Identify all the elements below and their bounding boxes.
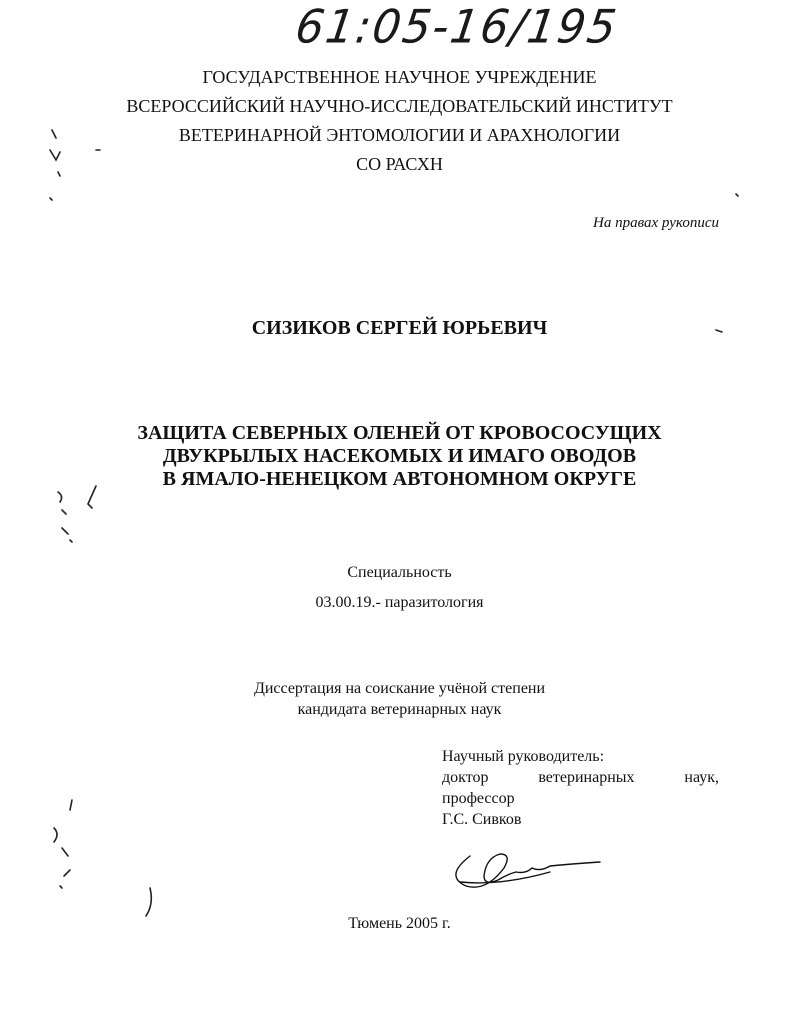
author-name: СИЗИКОВ СЕРГЕЙ ЮРЬЕВИЧ <box>251 317 548 339</box>
dissertation-title <box>0 422 799 491</box>
supervisor-rank: профессор <box>442 790 515 807</box>
handwritten-archive-code: 61:05-16/195 <box>292 0 622 55</box>
institution-line: ВСЕРОССИЙСКИЙ НАУЧНО-ИССЛЕДОВАТЕЛЬСКИЙ ИНСТИТУТ <box>126 96 673 116</box>
degree-line-2: кандидата ветеринарных наук <box>297 701 502 718</box>
institution-block <box>0 63 799 179</box>
signature <box>440 838 620 898</box>
degree-block <box>0 678 799 720</box>
rights-note: На правах рукописи <box>593 215 719 231</box>
degree-word: наук, <box>684 769 719 786</box>
degree-line-1: Диссертация на соискание учёной степени <box>253 680 546 697</box>
institution-line: ГОСУДАРСТВЕННОЕ НАУЧНОЕ УЧРЕЖДЕНИЕ <box>202 67 597 87</box>
institution-line: ВЕТЕРИНАРНОЙ ЭНТОМОЛОГИИ И АРАХНОЛОГИИ <box>178 125 621 145</box>
supervisor-name: Г.С. Сивков <box>442 811 522 828</box>
specialty-block <box>0 558 799 618</box>
degree-word: ветеринарных <box>538 769 635 786</box>
specialty-code: 03.00.19.- паразитология <box>315 594 484 611</box>
supervisor-degree <box>442 767 719 788</box>
title-line: В ЯМАЛО-НЕНЕЦКОМ АВТОНОМНОМ ОКРУГЕ <box>162 468 637 490</box>
supervisor-block <box>442 746 719 830</box>
title-line: ЗАЩИТА СЕВЕРНЫХ ОЛЕНЕЙ ОТ КРОВОСОСУЩИХ <box>137 422 662 444</box>
city-year: Тюмень 2005 г. <box>348 915 451 932</box>
degree-word: доктор <box>442 769 489 786</box>
supervisor-heading: Научный руководитель: <box>442 748 605 765</box>
institution-line: СО РАСХН <box>356 154 443 174</box>
title-line: ДВУКРЫЛЫХ НАСЕКОМЫХ И ИМАГО ОВОДОВ <box>162 445 637 467</box>
specialty-label: Специальность <box>347 564 452 581</box>
